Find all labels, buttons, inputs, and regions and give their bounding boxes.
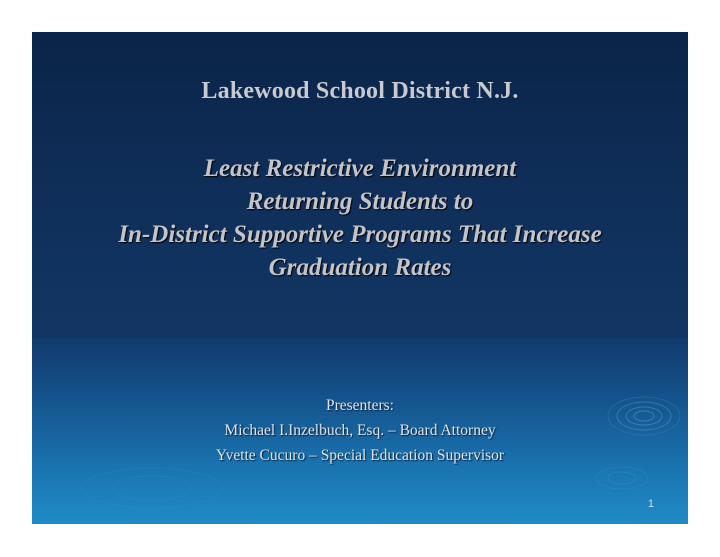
slide-number: 1 [647, 498, 654, 510]
subtitle-line: Returning Students to [246, 188, 474, 215]
presenter-name: Michael I.Inzelbuch, Esq. – Board Attorney [224, 422, 496, 439]
subtitle-line: Least Restrictive Environment [203, 155, 517, 182]
presenter-name: Yvette Cucuro – Special Education Supervisor [215, 447, 505, 464]
slide-title: Lakewood School District N.J. [201, 78, 519, 104]
presenters-block [32, 393, 688, 468]
presentation-slide [32, 32, 688, 524]
subtitle-line: Graduation Rates [268, 254, 452, 281]
presenters-heading: Presenters: [325, 397, 394, 414]
slide-subtitle [32, 152, 688, 284]
subtitle-line: In-District Supportive Programs That Increase [118, 221, 602, 248]
